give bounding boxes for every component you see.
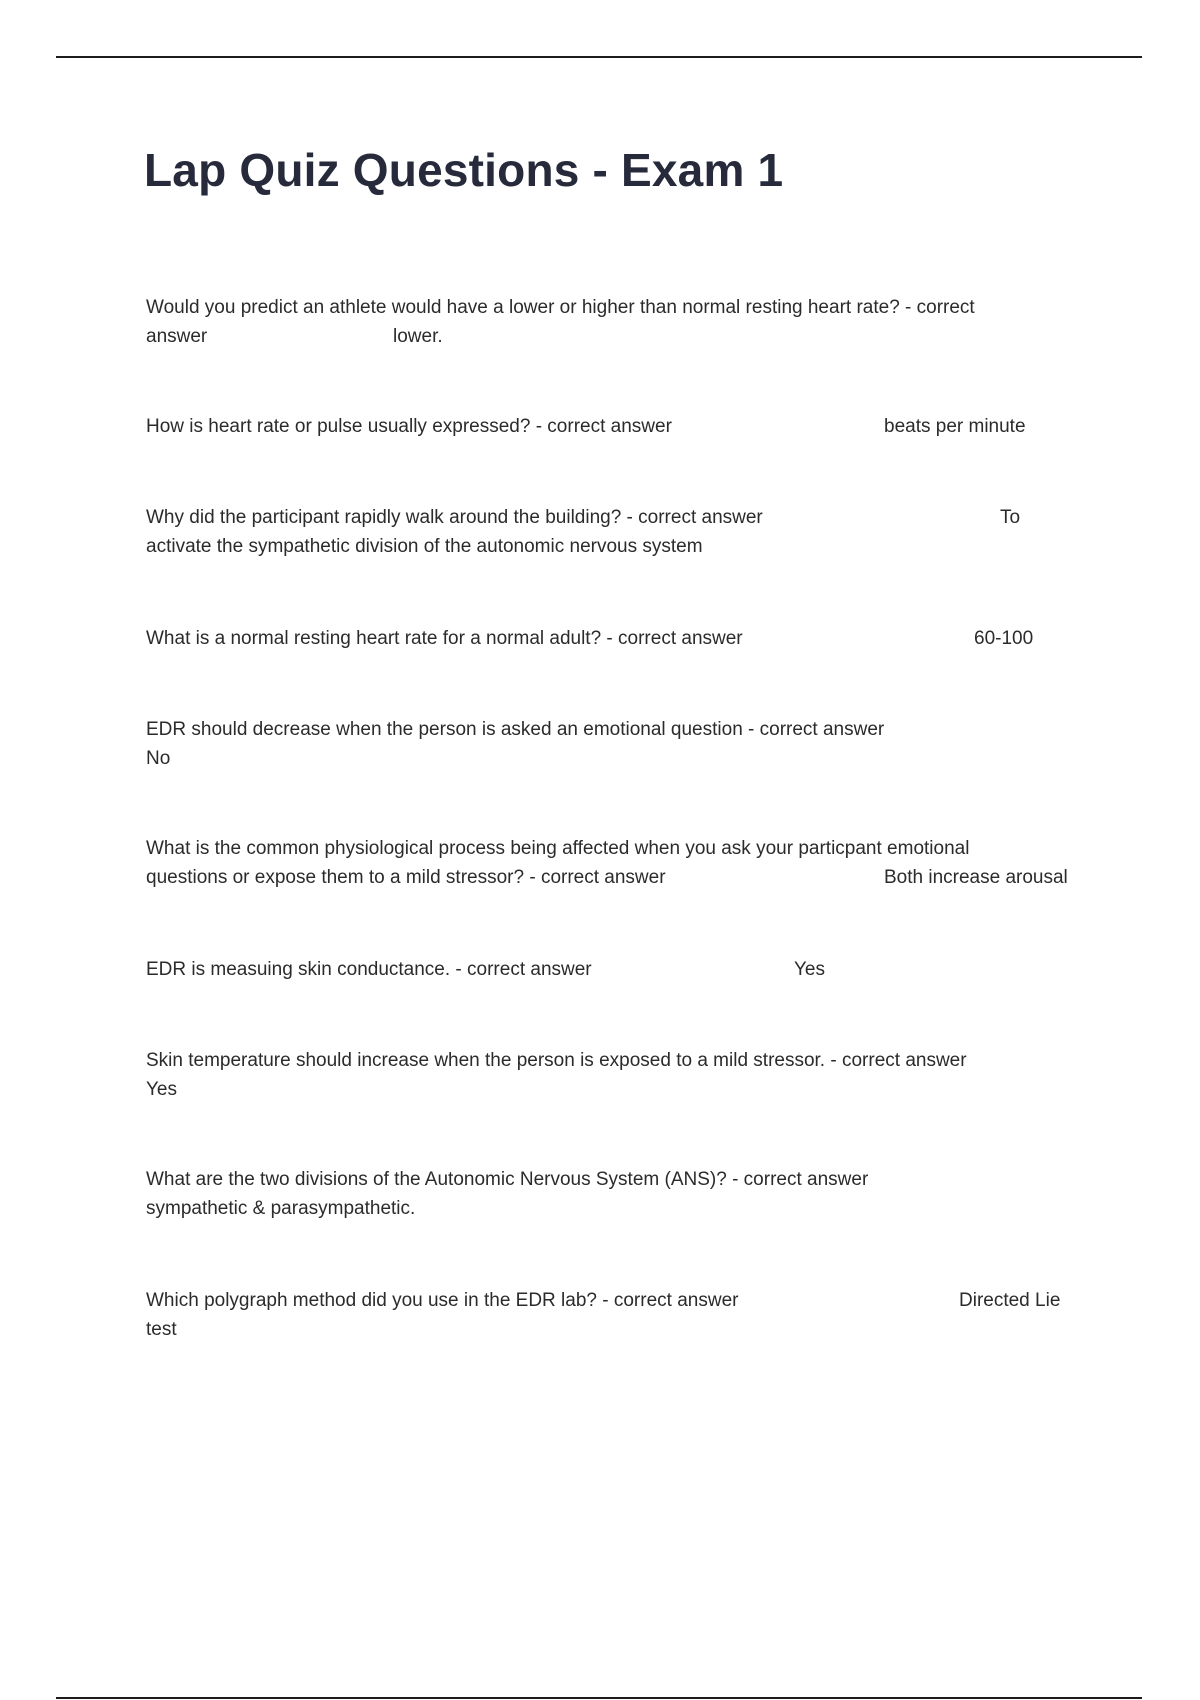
question-block-3 xyxy=(146,503,1106,561)
question-text: What is a normal resting heart rate for a normal adult? - correct answer xyxy=(146,628,743,649)
answer-text: lower. xyxy=(393,326,443,347)
question-text: EDR should decrease when the person is asked an emotional question - correct answer xyxy=(146,719,885,740)
answer-text-continued: test xyxy=(146,1319,177,1340)
answer-text: sympathetic & parasympathetic. xyxy=(146,1198,416,1219)
question-text-continued: answer xyxy=(146,326,208,347)
question-block-10 xyxy=(146,1286,1106,1344)
page-title: Lap Quiz Questions - Exam 1 xyxy=(144,144,784,196)
question-block-1 xyxy=(146,293,1106,351)
answer-text: Both increase arousal xyxy=(884,867,1068,888)
question-block-7 xyxy=(146,955,1106,984)
question-text: Skin temperature should increase when the person is exposed to a mild stressor. - correct answer xyxy=(146,1050,967,1071)
question-block-8 xyxy=(146,1046,1106,1104)
answer-text-start: Directed Lie xyxy=(959,1290,1061,1311)
question-block-2 xyxy=(146,412,1106,441)
question-text: What are the two divisions of the Autonomic Nervous System (ANS)? - correct answer xyxy=(146,1169,869,1190)
bottom-rule xyxy=(56,1697,1142,1699)
question-text-continued: questions or expose them to a mild stressor? - correct answer xyxy=(146,867,666,888)
question-block-9 xyxy=(146,1165,1106,1223)
question-text: EDR is measuing skin conductance. - correct answer xyxy=(146,959,592,980)
question-text: What is the common physiological process being affected when you ask your particpant emotional xyxy=(146,838,970,859)
question-text: How is heart rate or pulse usually expressed? - correct answer xyxy=(146,416,672,437)
answer-text: beats per minute xyxy=(884,416,1026,437)
answer-text: No xyxy=(146,748,171,769)
answer-text: 60-100 xyxy=(974,628,1034,649)
question-block-4 xyxy=(146,624,1106,653)
question-text: Which polygraph method did you use in the EDR lab? - correct answer xyxy=(146,1290,739,1311)
question-text: Why did the participant rapidly walk around the building? - correct answer xyxy=(146,507,763,528)
question-block-5 xyxy=(146,715,1106,773)
answer-text: Yes xyxy=(146,1079,177,1100)
answer-text-start: To xyxy=(1000,507,1021,528)
answer-text-continued: activate the sympathetic division of the autonomic nervous system xyxy=(146,536,703,557)
question-text: Would you predict an athlete would have a lower or higher than normal resting heart rate? - correct xyxy=(146,297,975,318)
question-block-6 xyxy=(146,834,1106,892)
top-rule xyxy=(56,56,1142,58)
answer-text: Yes xyxy=(794,959,825,980)
